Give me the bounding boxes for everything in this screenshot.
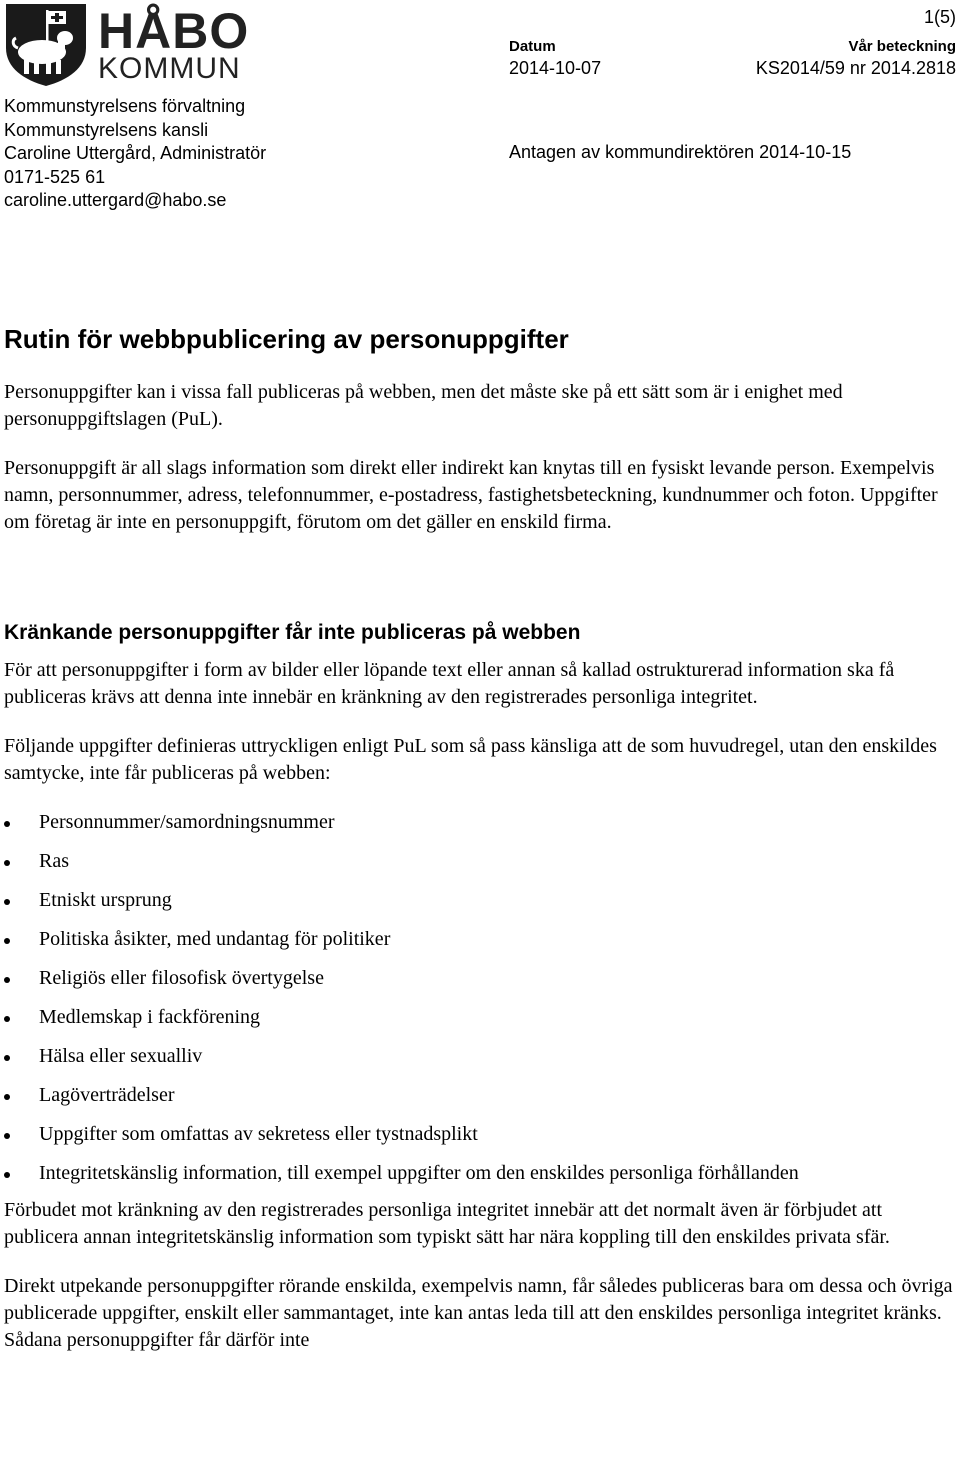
intro-paragraph: Personuppgifter kan i vissa fall publiceras på webben, men det måste ske på ett sätt som är i enighet med personuppgiftslagen (PuL). [4, 381, 843, 430]
list-item [4, 1121, 954, 1148]
list-item-text: Politiska åsikter, med undantag för politiker [39, 928, 391, 950]
sender-block [4, 95, 266, 213]
bullet-icon [4, 1133, 10, 1139]
date-label: Datum [509, 38, 556, 55]
page-number: 1(5) [923, 7, 956, 27]
list-item-text: Etniskt ursprung [39, 889, 172, 911]
bullet-icon [4, 860, 10, 866]
section-heading: Kränkande personuppgifter får inte publiceras på webben [4, 621, 581, 644]
list-item [4, 1160, 954, 1187]
sender-phone: 0171-525 61 [4, 166, 106, 187]
list-item-text: Integritetskänslig information, till exempel uppgifter om den enskildes personliga förhållanden [39, 1162, 799, 1184]
list-item [4, 1043, 954, 1070]
sender-department: Kommunstyrelsens förvaltning [4, 96, 246, 116]
habo-kommun-logo [2, 2, 250, 88]
list-item-text: Uppgifter som omfattas av sekretess eller tystnadsplikt [39, 1123, 478, 1145]
sender-name: Caroline Uttergård, Administratör [4, 143, 267, 163]
bullet-icon [4, 977, 10, 983]
list-item [4, 1004, 954, 1031]
intro-paragraph: Personuppgift är all slags information som direkt eller indirekt kan knytas till en fysiskt levande person. Exempelvis namn, personnummer, adress, telefonnummer, e-postadress, fastighetsbeteckning, kundnummer och foton. Uppgifter om företag är inte en personuppgift, förutom om det gäller en enskild firma. [4, 457, 938, 533]
list-item [4, 926, 954, 953]
section-paragraph: Följande uppgifter definieras uttryckligen enligt PuL som så pass känsliga att de som huvudregel, utan den enskildes samtycke, inte får publiceras på webben: [4, 735, 937, 784]
reference-label: Vår beteckning [848, 38, 956, 55]
bullet-icon [4, 1094, 10, 1100]
sensitive-data-list [4, 809, 954, 1187]
sender-email: caroline.uttergard@habo.se [4, 190, 227, 210]
list-item [4, 1082, 954, 1109]
list-item-text: Medlemskap i fackförening [39, 1006, 261, 1028]
bullet-icon [4, 938, 10, 944]
coat-of-arms-icon [2, 2, 90, 88]
bullet-icon [4, 1016, 10, 1022]
approval-note: Antagen av kommundirektören 2014-10-15 [509, 142, 852, 162]
logo-subname: KOMMUN [98, 52, 241, 85]
section-paragraph: För att personuppgifter i form av bilder eller löpande text eller annan så kallad ostrukturerad information ska få publiceras krävs att denna inte innebär en kränkning av den registrerades personliga integritet. [4, 659, 895, 708]
list-item-text: Religiös eller filosofisk övertygelse [39, 967, 324, 989]
list-item-text: Personnummer/samordningsnummer [39, 811, 335, 833]
document-body [4, 322, 954, 1354]
bullet-icon [4, 899, 10, 905]
closing-paragraph: Direkt utpekande personuppgifter rörande enskilda, exempelvis namn, får således publiceras bara om dessa och övriga publicerade uppgifter, enskilt eller sammantaget, inte kan antas leda till att den enskildes personliga integritet kränks. Sådana personuppgifter får därför inte [4, 1275, 953, 1351]
list-item-text: Ras [39, 850, 69, 872]
date-value: 2014-10-07 [509, 58, 602, 78]
bullet-icon [4, 1055, 10, 1061]
list-item [4, 965, 954, 992]
logo-wordmark [98, 3, 250, 85]
list-item-text: Hälsa eller sexualliv [39, 1045, 203, 1067]
list-item [4, 809, 954, 836]
reference-value: KS2014/59 nr 2014.2818 [755, 58, 956, 78]
bullet-icon [4, 1172, 10, 1178]
logo-name: HÅBO [98, 3, 250, 59]
list-item-text: Lagöverträdelser [39, 1084, 175, 1106]
bullet-icon [4, 821, 10, 827]
list-item [4, 848, 954, 875]
list-item [4, 887, 954, 914]
document-title: Rutin för webbpublicering av personuppgifter [4, 324, 569, 354]
closing-paragraph: Förbudet mot kränkning av den registrerades personliga integritet innebär att det normalt även är förbjudet att publicera annan integritetskänslig information som typiskt sätt har nära koppling till den enskildes privata sfär. [4, 1199, 890, 1248]
sender-office: Kommunstyrelsens kansli [4, 119, 209, 140]
